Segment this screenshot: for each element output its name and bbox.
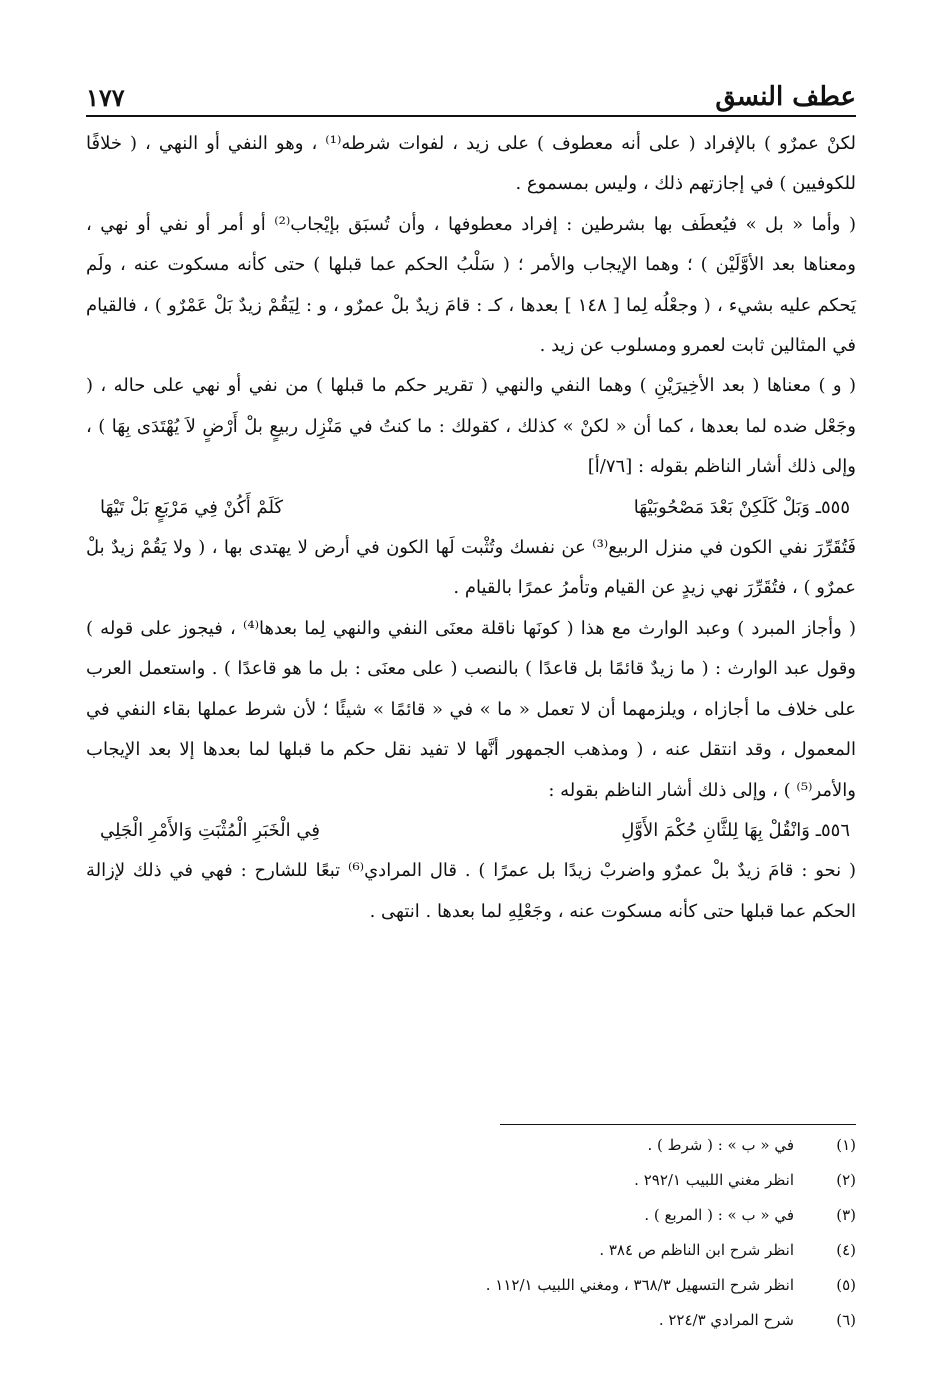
footnote-number: (١) — [836, 1136, 856, 1154]
footnote — [86, 1198, 856, 1233]
footnote — [86, 1268, 856, 1303]
footnote-number: (٣) — [836, 1206, 856, 1224]
footnote-text: في « ب » : ( شرط ) . — [647, 1136, 794, 1154]
footnote-separator — [500, 1124, 856, 1125]
footnote-number: (٦) — [836, 1311, 856, 1329]
verse-left-hemistich: فِي الْخَبَرِ الْمُثْبَتِ وَالأَمْرِ الْجَلِي — [100, 819, 320, 841]
footnotes — [86, 1128, 856, 1338]
paragraph: فَتُقَرِّرَ نفي الكون في منزل الربيع⁽³⁾ عن نفسك وتُثْبت لَها الكون في أرض لا يهتدى بها ، ( ولا يَقُمْ زيدٌ بلْ عمرٌو ) ، فتُقَرِّرَ نهي زيدٍ عن القيام وتأمرُ عمرًا بالقيام . — [86, 537, 856, 599]
verse-left-hemistich: كَلَمْ أَكُنْ فِي مَرْبَعٍ بَلْ تَيْهَا — [100, 496, 284, 518]
paragraph: ( وأجاز المبرد ) وعبد الوارث مع هذا ( كونَها ناقلة معنَى النفي والنهي لِما بعدها⁽⁴⁾ ، فيجوز على قوله ) وقول عبد الوارث : ( ما زيدٌ قائمًا بل قاعدًا ) بالنصب ( على معنَى : بل ما هو قاعدًا ) . واستعمل العرب على خلاف ما أجازاه ، ويلزمهما أن لا تعمل « ما » في « قائمًا » شيئًا ؛ لأن شرط عملها بقاء النفي في المعمول ، وقد انتقل عنه ، ( ومذهب الجمهور أنَّها لا تفيد نقل حكم ما قبلها لما بعدها إلا بعد الإيجاب والأمر⁽⁵⁾ ) ، وإلى ذلك أشار الناظم بقوله : — [86, 617, 856, 801]
paragraph: ( وأما « بل » فيُعطَف بها بشرطين : إفراد معطوفها ، وأن تُسبَق بإيْجاب⁽²⁾ أو أمر أو نفي أو نهي ، ومعناها بعد الأوَّلَيْن ) ؛ وهما الإيجاب والأمر ؛ ( سَلْبُ الحكم عما قبلها ) حتى كأنه مسكوت عنه ، ولَم يَحكم عليه بشيء ، ( وجعْلُه لِما [ ١٤٨ ] بعدها ، كـ : قامَ زيدٌ بلْ عمرٌو ، و : لِيَقُمْ زيدٌ بَلْ عَمْرٌو ) ، فالقيام في المثالين ثابت لعمرو ومسلوب عن زيد . — [86, 213, 856, 357]
paragraph: لكنْ عمرٌو ) بالإفراد ( على أنه معطوف ) على زيد ، لفوات شرطه⁽¹⁾ ، وهو النفي أو النهي ، ( خلافًا للكوفيين ) في إجازتهم ذلك ، وليس بمسموع . — [86, 133, 856, 195]
footnote-number: (٤) — [836, 1241, 856, 1259]
verse-number: ٥٥٦ — [820, 819, 850, 841]
footnote-number: (٥) — [836, 1276, 856, 1294]
verse-number: ٥٥٥ — [820, 496, 850, 518]
chapter-title: عطف النسق — [715, 82, 856, 112]
paragraph: ( نحو : قامَ زيدٌ بلْ عمرٌو واضربْ زيدًا بل عمرًا ) . قال المرادي⁽⁶⁾ تبعًا للشارح : فهي في ذلك لإزالة الحكم عما قبلها حتى كأنه مسكوت عنه ، وجَعْلِهِ لما بعدها . انتهى . — [86, 860, 857, 922]
footnote-number: (٢) — [836, 1171, 856, 1189]
footnote — [86, 1163, 856, 1198]
footnote-text: انظر مغني اللبيب ٢٩٢/١ . — [634, 1171, 794, 1189]
verse-556: ٥٥٦ـ وَانْقُلْ بِهَا لِلثَّانِ حُكْمَ الأَوَّلِ فِي الْخَبَرِ الْمُثْبَتِ وَالأَمْرِ الْجَلِي — [86, 811, 856, 851]
page-header — [86, 66, 856, 117]
page-number: ١٧٧ — [86, 83, 125, 112]
footnote-text: انظر شرح ابن الناظم ص ٣٨٤ . — [599, 1241, 794, 1259]
paragraph: ( و ) معناها ( بعد الأخِيرَيْنِ ) وهما النفي والنهي ( تقرير حكم ما قبلها ) من نفي أو نهي على حاله ، ( وجَعْل ضده لما بعدها ، كما أن « لكنْ » كذلك ، كقولك : ما كنتُ في مَنْزِل ربيعٍ بلْ أَرْضٍ لاَ يُهْتَدَى بِهَا ) ، وإلى ذلك أشار الناظم بقوله : [٧٦/أ] — [86, 375, 856, 478]
verse-555: ٥٥٥ـ وَبَلْ كَلَكِنْ بَعْدَ مَصْحُوبَيْهَا كَلَمْ أَكُنْ فِي مَرْبَعٍ بَلْ تَيْهَا — [86, 488, 856, 528]
footnote-text: شرح المرادي ٢٢٤/٣ . — [658, 1311, 794, 1329]
footnote-text: انظر شرح التسهيل ٣٦٨/٣ ، ومغني اللبيب ١١٢/١ . — [485, 1276, 794, 1294]
verse-right-hemistich: وَبَلْ كَلَكِنْ بَعْدَ مَصْحُوبَيْهَا — [633, 496, 810, 518]
footnote — [86, 1303, 856, 1338]
main-text — [86, 124, 856, 932]
footnote-text: في « ب » : ( المربع ) . — [644, 1206, 794, 1224]
footnote — [86, 1233, 856, 1268]
footnote — [86, 1128, 856, 1163]
verse-right-hemistich: وَانْقُلْ بِهَا لِلثَّانِ حُكْمَ الأَوَّلِ — [621, 819, 810, 841]
